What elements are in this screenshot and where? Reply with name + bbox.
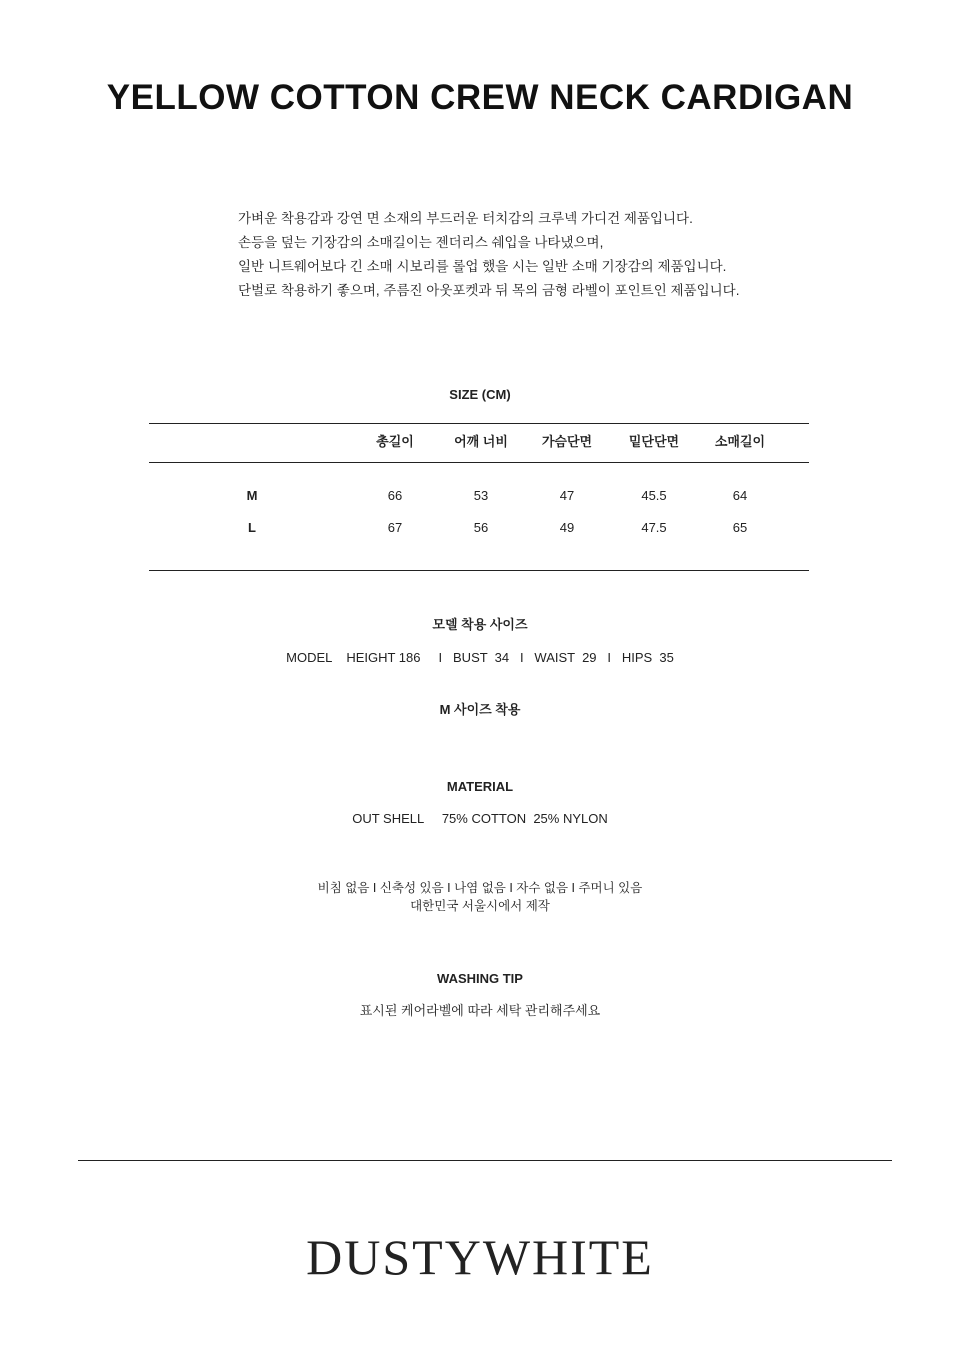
model-size-heading: 모델 착용 사이즈: [432, 617, 528, 632]
description-line: 일반 니트웨어보다 긴 소매 시보리를 롤업 했을 시는 일반 소매 기장감의 제품입니다.: [238, 259, 727, 274]
product-title: YELLOW COTTON CREW NECK CARDIGAN: [106, 78, 854, 117]
size-heading: SIZE (CM): [449, 387, 511, 402]
product-description: [238, 207, 798, 303]
column-header-sleeve: 소매길이: [714, 434, 766, 449]
cell-value: 49: [559, 520, 575, 535]
cell-value: 64: [732, 488, 748, 503]
cell-value: 67: [387, 520, 403, 535]
cell-value: 53: [473, 488, 489, 503]
model-size-worn: M 사이즈 착용: [439, 702, 521, 717]
material-heading: MATERIAL: [446, 779, 514, 794]
row-label-size: L: [248, 520, 256, 535]
washing-heading: WASHING TIP: [437, 971, 523, 986]
description-line: 가벼운 착용감과 강연 면 소재의 부드러운 터치감의 크루넥 가디건 제품입니다.: [238, 211, 693, 226]
table-top-divider: [149, 423, 809, 424]
model-measurements: MODEL HEIGHT 186 I BUST 34 I WAIST 29 I HIPS 35: [286, 650, 674, 665]
fabric-features: 비침 없음 I 신축성 있음 I 나염 없음 I 자수 없음 I 주머니 있음: [317, 881, 643, 895]
table-header-divider: [149, 462, 809, 463]
washing-tip: 표시된 케어라벨에 따라 세탁 관리해주세요: [359, 1003, 601, 1018]
cell-value: 65: [732, 520, 748, 535]
description-line: 단벌로 착용하기 좋으며, 주름진 아웃포켓과 뒤 목의 금형 라벨이 포인트인 제품입니다.: [238, 283, 740, 298]
cell-value: 56: [473, 520, 489, 535]
description-line: 손등을 덮는 기장감의 소매길이는 젠더리스 쉐입을 나타냈으며,: [238, 235, 604, 250]
column-header-hem: 밑단단면: [628, 434, 680, 449]
country-of-origin: 대한민국 서울시에서 제작: [410, 899, 550, 913]
cell-value: 47.5: [641, 520, 667, 535]
cell-value: 66: [387, 488, 403, 503]
cell-value: 47: [559, 488, 575, 503]
brand-logo: DUSTYWHITE: [306, 1229, 654, 1285]
column-header-shoulder-width: 어깨 너비: [454, 434, 508, 449]
column-header-chest: 가슴단면: [541, 434, 593, 449]
column-header-total-length: 총길이: [376, 434, 414, 449]
row-label-size: M: [246, 488, 258, 503]
material-composition: OUT SHELL 75% COTTON 25% NYLON: [352, 811, 608, 826]
footer-divider: [78, 1160, 892, 1161]
table-bottom-divider: [149, 570, 809, 571]
cell-value: 45.5: [641, 488, 667, 503]
